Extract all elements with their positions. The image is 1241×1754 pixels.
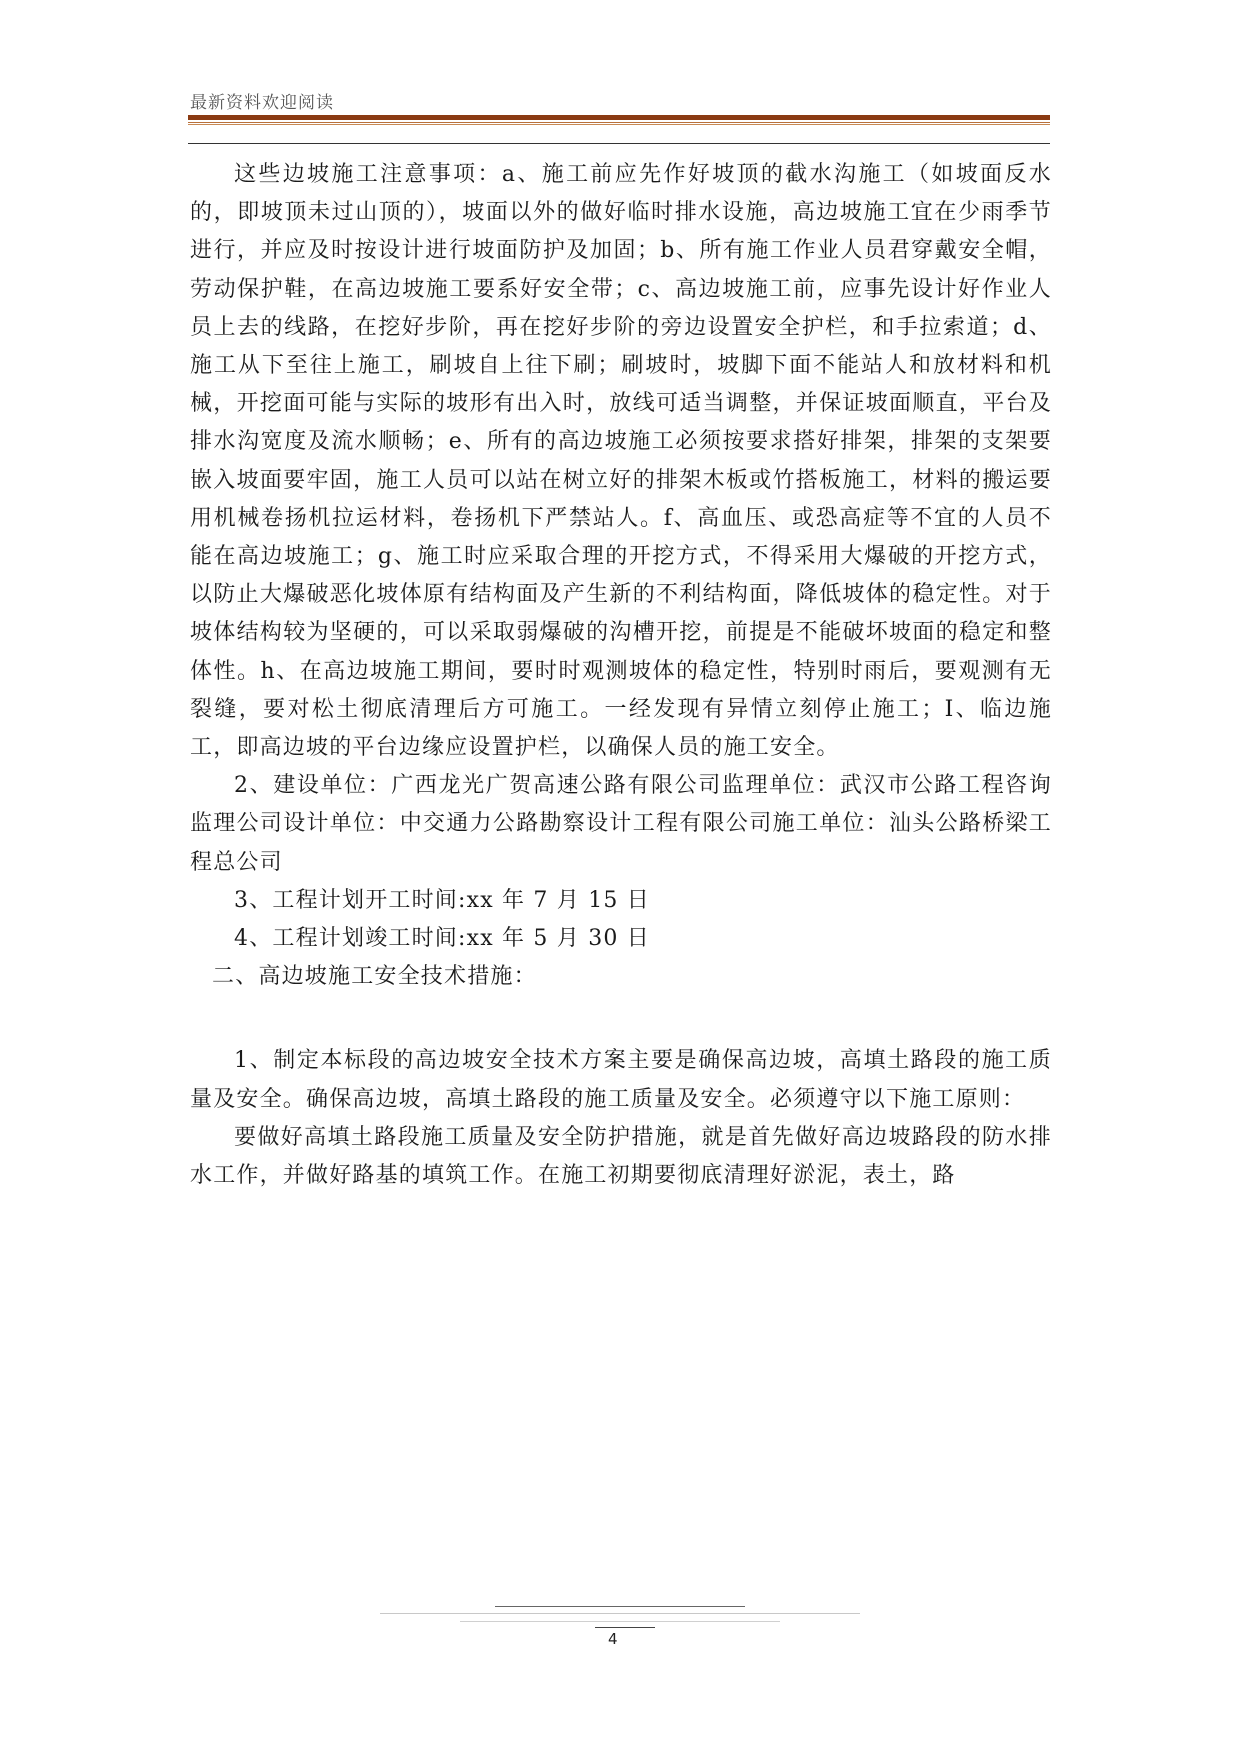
paragraph-end-date: 4、工程计划竣工时间:xx 年 5 月 30 日 [234, 926, 650, 952]
paragraph-principle: 1、制定本标段的高边坡安全技术方案主要是确保高边坡，高填土路段的施工质量及安全。确保高边坡，高填土路段的施工质量及安全。必须遵守以下施工原则： [190, 1048, 1052, 1112]
header-rule-line [188, 143, 1050, 144]
paragraph-drainage: 要做好高填土路段施工质量及安全防护措施，就是首先做好高边坡路段的防水排水工作，并做好路基的填筑工作。在施工初期要彻底清理好淤泥，表土，路 [190, 1124, 1052, 1189]
footer-rule [495, 1606, 745, 1607]
section-heading: 二、高边坡施工安全技术措施： [212, 964, 537, 990]
header-rule-thin-2 [188, 124, 1050, 125]
footer-rule-faint [380, 1613, 860, 1614]
paragraph-safety-notes: 这些边坡施工注意事项：a、施工前应先作好坡顶的截水沟施工（如坡面反水的，即坡顶未过山顶的），坡面以外的做好临时排水设施，高边坡施工宜在少雨季节进行，并应及时按设计进行坡面防护及加固；b、所有施工作业人员君穿戴安全帽，劳动保护鞋，在高边坡施工要系好安全带；c、高边坡施工前，应事先设计好作业人员上去的线路，在挖好步阶，再在挖好步阶的旁边设置安全护栏，和手拉索道；d、施工从下至往上施工，刷坡自上往下刷；刷坡时，坡脚下面不能站人和放材料和机械，开挖面可能与实际的坡形有出入时，放线可适当调整，并保证坡面顺直，平台及排水沟宽度及流水顺畅；e、所有的高边坡施工必须按要求搭好排架，排架的支架要嵌入坡面要牢固，施工人员可以站在树立好的排架木板或竹搭板施工，材料的搬运要用机械卷扬机拉运材料，卷扬机下严禁站人。f、高血压、或恐高症等不宜的人员不能在高边坡施工；g、施工时应采取合理的开挖方式，不得采用大爆破的开挖方式，以防止大爆破恶化坡体原有结构面及产生新的不利结构面，降低坡体的稳定性。对于坡体结构较为坚硬的，可以采取弱爆破的沟槽开挖，前提是不能破坏坡面的稳定和整体性。h、在高边坡施工期间，要时时观测坡体的稳定性，特别时雨后，要观测有无裂缝，要对松土彻底清理后方可施工。一经发现有异情立刻停止施工；I、临边施工，即高边坡的平台边缘应设置护栏，以确保人员的施工安全。 [190, 162, 1052, 761]
paragraph-units: 2、建设单位：广西龙光广贺高速公路有限公司监理单位：武汉市公路工程咨询监理公司设计单位：中交通力公路勘察设计工程有限公司施工单位：汕头公路桥梁工程总公司 [190, 773, 1052, 875]
footer-rule-short [595, 1627, 655, 1628]
page-number: 4 [608, 1630, 618, 1648]
running-header: 最新资料欢迎阅读 [190, 93, 334, 113]
document-body [190, 156, 1052, 1195]
spacer [190, 996, 1052, 1042]
paragraph-start-date: 3、工程计划开工时间:xx 年 7 月 15 日 [234, 887, 650, 913]
footer-rule-faint-2 [460, 1621, 780, 1622]
header-rule-thick [188, 115, 1050, 120]
header-rule-thin [188, 122, 1050, 123]
